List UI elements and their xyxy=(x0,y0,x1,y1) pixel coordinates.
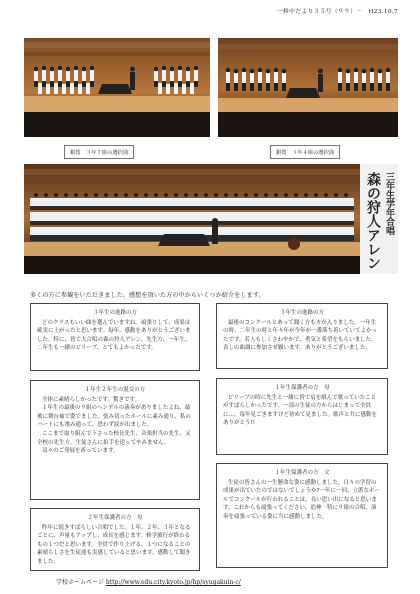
school-homepage-link[interactable]: http://www.edu.city.kyoto.jp/hp/syugakuin-c/ xyxy=(105,579,241,586)
photo-caption-left: 銀賞 ３年７組の選択曲 xyxy=(64,145,134,159)
event-title-line2: 森の狩人アレン xyxy=(365,172,381,270)
intro-text: 多くの方に参観をいただきました。感想を頂いた方の中からいくつか紹介をします。 xyxy=(30,292,265,299)
choir-photo-right xyxy=(218,38,398,137)
comment-box-1st-year-father xyxy=(216,463,388,568)
footer xyxy=(56,577,241,586)
comment-box-1st-year-mother xyxy=(216,378,388,455)
event-title-line1: 三年生学年合唱 xyxy=(384,172,394,235)
comment-body: どのクラスもいい曲を選んでいますね。頑張りして、成果は確実に上がったと思います。毎年、感動をありがとうございました。特に、皆で大合唱の森の狩人アレン、先生方、一年生、二年生も一緒のビリーブ、とてもよかったです。 xyxy=(37,319,191,352)
comment-body: 生徒の皆さんの一生懸命な姿に感動しました。日々の学習の成果が出ていたのではないでしょうか?一年に一回、立派なホールでコンクールが行われることは、良い思い出になると思います。これからも頑張ってください。追伸 特に９組の合唱、演奏を頑張っている姿に当に感動しました。 xyxy=(223,479,380,520)
comment-title: ２年生保護者の方 母 xyxy=(87,515,143,521)
comment-body: ビリーブの時に先生と一緒に皆で肩を組んで歌っていたことがすばらしかったです。一部の生徒の方からはじまって全員に…。毎年見ごきますけど初めて見ました。歌声と共に感動をありがとう!! xyxy=(223,394,378,427)
footer-label: 学校ホームページ xyxy=(56,579,104,586)
comment-title: １年生保護者の方 父 xyxy=(274,470,330,476)
photo-caption-right: 銀賞 ３年４組の選択曲 xyxy=(270,145,340,159)
comment-box-3rd-year-career-left xyxy=(30,303,200,371)
comment-paragraph: ここまで取り組んで下さった校長先生、音楽担当の先生、又全校の先生方、生徒さんに拍手を送ってやみません。 xyxy=(37,430,191,446)
comment-title: ３年生の進路の方 xyxy=(92,310,137,316)
event-title-panel xyxy=(360,164,398,274)
comment-paragraph: 全体に素晴らしかったです。驚きです。 xyxy=(42,396,141,403)
comment-body: 昨年に続きすばらしい合唱でした。１年、２年、３年となるごとに、声量もアップし、成長を感じます。修学旅行が終わるもの１つだと思います。全員で作り上げる、１つになることの素晴らしさを生徒達も実感していると思います。感動して聞きました。 xyxy=(37,524,191,565)
comment-body: 最後のコンクールとあって聞く方もカが入りました。一年生の時、二年生の時と年々年が今年が一番落ち着いていてよかったです。若人もしくさわやかで、勇気と希望をもらいました。表しの曲調に参加させ願います。ありがとうございました。 xyxy=(223,319,378,352)
comment-title: １年生保護者の方 母 xyxy=(274,385,330,391)
choir-photo-left xyxy=(24,38,210,137)
comment-box-2nd-year-mother xyxy=(30,508,200,571)
comment-title: ３年生の進路の方 xyxy=(279,310,324,316)
comment-paragraph: １年生の最後の９組のヘンデルの演奏がありましたよね。最後に舞台袖で姿でました。張み切ったホールに素み通り、私のハートにも滲み通って、思わず涙が出ました。 xyxy=(37,405,191,429)
comment-paragraph: 益々のご発展を祈っています。 xyxy=(42,448,119,455)
newsletter-header: 一修中だより３５号（９９）－ H23.10.7 xyxy=(276,9,398,15)
grade-choir-photo xyxy=(24,164,360,274)
comment-title: １年生２年生の混交の方 xyxy=(84,387,146,393)
comment-box-1st-2nd-year xyxy=(30,380,200,500)
comment-box-3rd-year-career-right xyxy=(216,303,388,369)
